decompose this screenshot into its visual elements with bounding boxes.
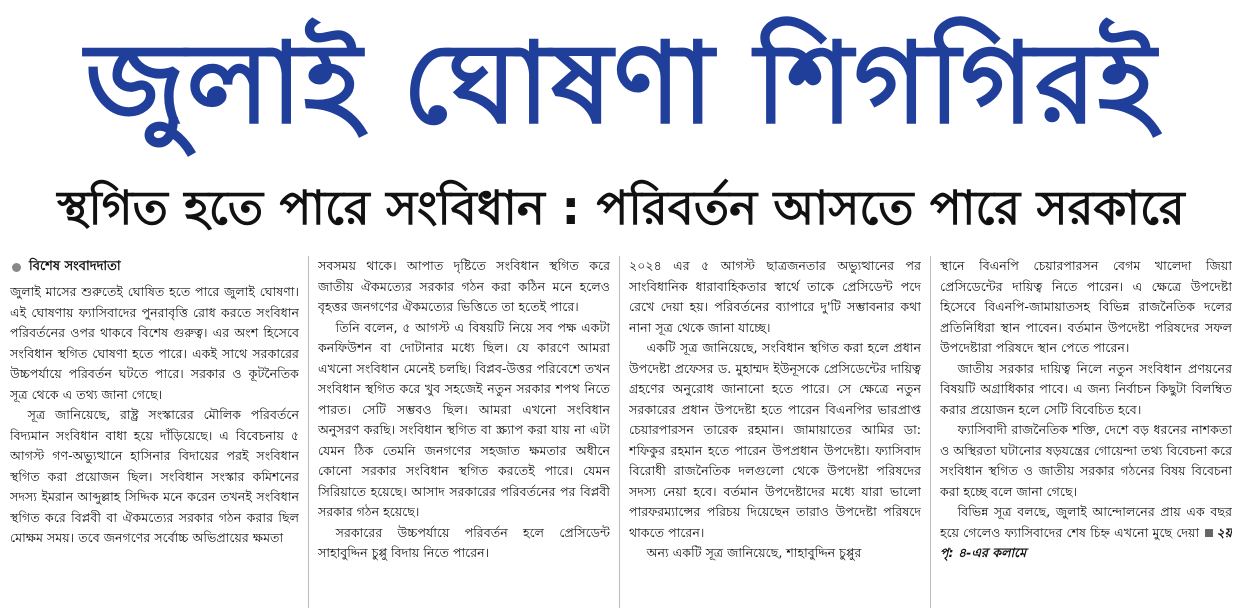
square-bullet-icon	[1205, 529, 1213, 537]
paragraph: জুলাই মাসের শুরুতেই ঘোষিত হতে পারে জুলাই ঘোষণা। এই ঘোষণায় ফ্যাসিবাদের পুনরাবৃত্তি রোধ করতে সংবিধান পরিবর্তনের ওপর থাকবে বিশেষ গুরুত্ব। এর অংশ হিসেবে সংবিধান স্থগিত ঘোষণা হতে পারে। একই সাথে সরকারের উচ্চপর্যায়ে পরিবর্তন ঘটতে পারে। সরকার ও কূটনৈতিক সূত্র থেকে এ তথ্য জানা গেছে।	[10, 284, 299, 402]
continuation-link[interactable]: ২য় পৃ: ৪-এর কলামে	[940, 524, 1232, 560]
column-divider	[930, 256, 931, 608]
paragraph: অন্য একটি সূত্র জানিয়েছে, শাহাবুদ্দিন চুপ্পুর	[646, 545, 862, 560]
headline: জুলাই ঘোষণা শিগগিরই	[85, 19, 1157, 149]
paragraph: সবসময় থাকে। আপাত দৃষ্টিতে সংবিধান স্থগিত করে জাতীয় ঐকমত্যের সরকার গঠন করা কঠিন মনে হলেও বৃহত্তর জনগণের ঐকমত্যের ভিত্তিতে তা হতেই পারে।	[318, 258, 610, 314]
byline-text: বিশেষ সংবাদদাতা	[29, 258, 121, 274]
paragraph-text: বিভিন্ন সূত্র বলছে, জুলাই আন্দোলনের প্রায় এক বছর হয়ে গেলেও ফ্যাসিবাদের শেষ চিহ্ন এখনো মুছে দেয়া	[940, 504, 1232, 540]
paragraph: তিনি বলেন, ৫ আগস্ট এ বিষয়টি নিয়ে সব পক্ষ একটা কনফিউশন বা দোটানার মধ্যে ছিল। যে কারণে আমরা এখনো সংবিধান মেনেই চলছি। বিপ্লব-উত্তর পরিবেশে তখন সংবিধান স্থগিত করে খুব সহজেই নতুন সরকার শপথ নিতে পারত। সেটি সম্ভবও ছিল। আমরা এখনো সংবিধান অনুসরণ করছি। সংবিধান স্থগিত বা স্ক্র্যাপ করা যায় না এটা যেমন ঠিক তেমনি জনগণের সহজাত ক্ষমতার অধীনে কোনো সরকার সংবিধান স্থগিত করতেই পারে। যেমন সিরিয়াতে হয়েছে। আসাদ সরকারের পরিবর্তনের পর বিপ্লবী সরকার গঠন হয়েছে।	[318, 319, 610, 519]
paragraph: একটি সূত্র জানিয়েছে, সংবিধান স্থগিত করা হলে প্রধান উপদেষ্টা প্রফেসর ড. মুহাম্মদ ইউনূসকে প্রেসিডেন্টের দায়িত্ব গ্রহণের অনুরোধ জানানো হতে পারে। সে ক্ষেত্রে নতুন সরকারের প্রধান উপদেষ্টা হতে পারেন বিএনপির ভারপ্রাপ্ত চেয়ারপারসন তারেক রহমান। জামায়াতের আমির ডা: শফিকুর রহমান হতে পারেন উপপ্রধান উপদেষ্টা। ফ্যাসিবাদ বিরোধী রাজনৈতিক দলগুলো থেকে উপদেষ্টা পরিষদের সদস্য নেয়া হবে। বর্তমান উপদেষ্টাদের মধ্যে যারা ভালো পারফরম্যান্সের পরিচয় দিয়েছেন তারাও উপদেষ্টা পরিষদে থাকতে পারেন।	[629, 340, 921, 540]
column-divider	[308, 256, 309, 608]
paragraph: সূত্র জানিয়েছে, রাষ্ট্র সংস্কারের মৌলিক পরিবর্তনে বিদ্যমান সংবিধান বাধা হয়ে দাঁড়িয়েছে। এ বিবেচনায় ৫ আগস্ট গণ-অভ্যুত্থানে হাসিনার বিদায়ের পরই সংবিধান স্থগিত করা প্রয়োজন ছিল। সংবিধান সংস্কার কমিশনের সদস্য ইমরান আব্দুল্লাহ সিদ্দিক মনে করেন তখনই সংবিধান স্থগিত করে বিপ্লবী বা ঐকমত্যের সরকার গঠন করার ছিল মোক্ষম সময়। তবে জনগণের সর্বোচ্চ অভিপ্রায়ের ক্ষমতা	[10, 407, 299, 545]
column-divider	[619, 256, 620, 608]
article-column-2	[318, 256, 610, 608]
bullet-icon	[12, 263, 21, 272]
paragraph: স্থানে বিএনপি চেয়ারপারসন বেগম খালেদা জিয়া প্রেসিডেন্টের দায়িত্ব নিতে পারেন। এ ক্ষেত্রে উপদেষ্টা হিসেবে বিএনপি-জামায়াতসহ বিভিন্ন রাজনৈতিক দলের প্রতিনিধিরা স্থান পাবেন। বর্তমান উপদেষ্টা পরিষদের সফল উপদেষ্টারা পরিষদে স্থান পেতে পারেন।	[940, 258, 1232, 355]
paragraph: সরকারের উচ্চপর্যায়ে পরিবর্তন হলে প্রেসিডেন্ট সাহাবুদ্দিন চুপ্পু বিদায় নিতে পারেন।	[318, 524, 610, 560]
paragraph: জাতীয় সরকার দায়িত্ব নিলে নতুন সংবিধান প্রণয়নের বিষয়টি অগ্রাধিকার পাবে। এ জন্য নির্বাচন কিছুটা বিলম্বিত করার প্রয়োজন হলে সেটি বিবেচিত হবে।	[940, 360, 1232, 417]
paragraph: ফ্যাসিবাদী রাজনৈতিক শক্তি, দেশে বড় ধরনের নাশকতা ও অস্থিরতা ঘটানোর ষড়যন্ত্রের গোয়েন্দা তথ্য বিবেচনা করে সংবিধান স্থগিত ও জাতীয় সরকার গঠনের বিষয় বিবেচনা করা হচ্ছে বলে জানা গেছে।	[940, 422, 1232, 499]
article-column-3	[629, 256, 921, 608]
paragraph: ২০২৪ এর ৫ আগস্ট ছাত্রজনতার অভ্যুত্থানের পর সাংবিধানিক ধারাবাহিকতার স্বার্থে তাকে প্রেসিডেন্ট পদে রেখে দেয়া হয়। পরিবর্তনের ব্যাপারে দু'টি সম্ভাবনার কথা নানা সূত্র থেকে জানা যাচ্ছে।	[629, 258, 921, 335]
article-column-1	[10, 256, 299, 608]
paragraph-last	[940, 502, 1232, 564]
byline	[10, 256, 299, 278]
article-column-4	[940, 256, 1232, 608]
subheadline: স্থগিত হতে পারে সংবিধান : পরিবর্তন আসতে পারে সরকারে	[57, 180, 1185, 236]
